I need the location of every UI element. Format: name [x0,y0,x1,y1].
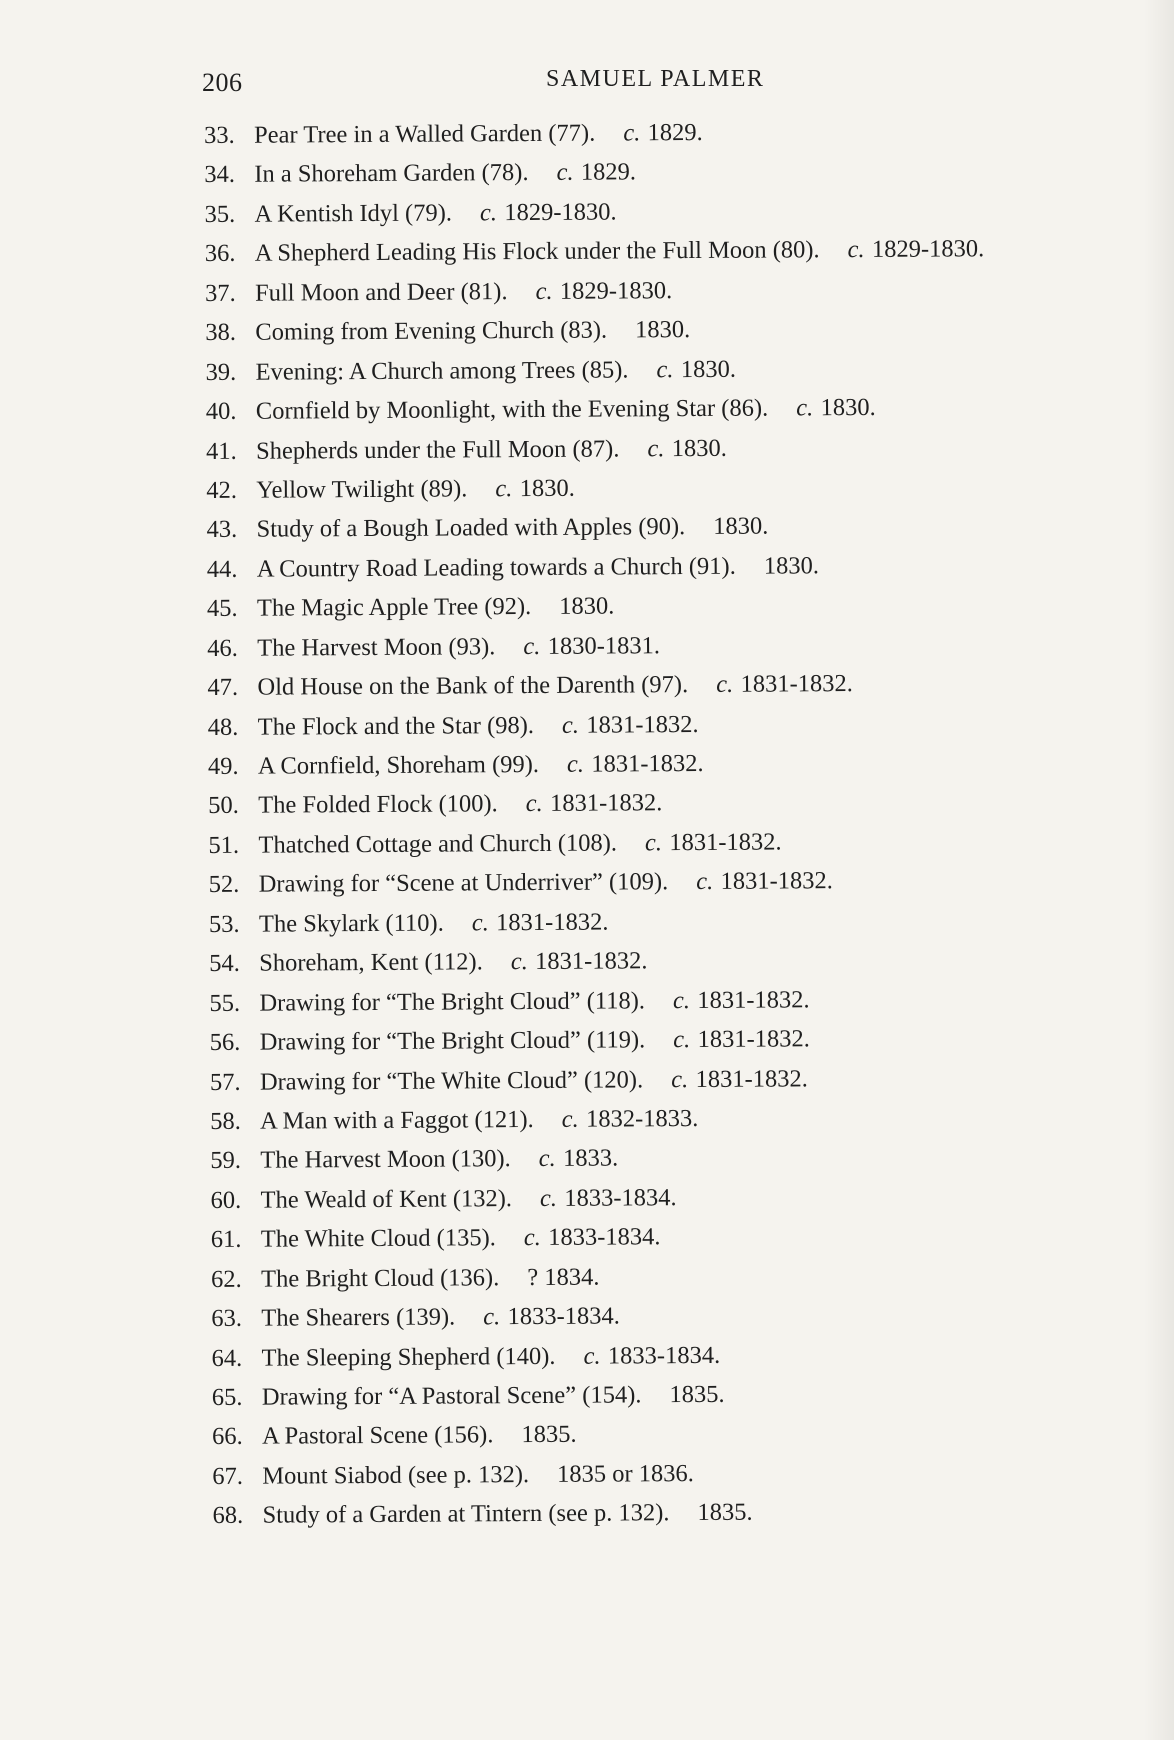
entry-number: 49. [207,752,239,780]
entry-circa: c. [471,909,489,937]
entry-number: 46. [207,634,238,662]
catalogue-entry [207,663,1107,708]
entry-circa: c. [716,670,734,699]
entry-year: 1831-1832. [591,749,704,778]
entry-number: 62. [211,1265,242,1293]
catalogue-entry [206,387,1106,432]
catalogue-entry [211,1333,1111,1378]
entry-title: The Weald of Kent (132). [260,1184,513,1214]
entry-year: 1830. [820,393,876,422]
entry-title: The Magic Apple Tree (92). [256,593,532,622]
entry-date [556,153,636,193]
entry-year: 1835. [697,1498,753,1527]
entry-circa: c. [510,948,528,976]
catalogue-entry [206,465,1106,510]
entry-date [495,469,575,509]
catalogue-entry [209,978,1109,1023]
entry-year: 1830-1831. [547,631,661,660]
entry-year: 1831-1832. [720,867,833,896]
catalogue-entry [212,1372,1112,1417]
entry-number: 55. [209,989,241,1017]
catalogue-entry [208,820,1108,865]
entry-number: 59. [210,1147,242,1175]
catalogue-entry [210,1136,1110,1181]
entry-date [671,1059,808,1099]
catalogue-entry [211,1215,1111,1260]
entry-title: Shepherds under the Full Moon (87). [255,434,620,465]
catalogue-entry [210,1096,1110,1141]
catalogue-entry [208,781,1108,826]
entry-title: The Shearers (139). [261,1303,456,1332]
entry-circa: c. [556,159,574,187]
entry-circa: c. [523,632,541,660]
entry-circa: c. [479,199,498,227]
entry-year: 1829. [580,158,637,187]
catalogue-entry [209,899,1109,944]
page-edge-shadow [1144,0,1174,1740]
entry-date [848,230,985,270]
entry-date [540,1178,677,1218]
entry-date [635,310,690,350]
entry-date [697,1493,752,1533]
entry-title: Shoreham, Kent (112). [259,948,483,977]
entry-circa: c. [696,868,714,896]
entry-year: 1835 or 1836. [556,1459,694,1488]
entry-year: 1833-1834. [564,1183,677,1212]
entry-circa: c. [561,711,580,739]
catalogue-entry [209,860,1109,905]
entry-year: 1831-1832. [669,828,782,857]
entry-circa: c. [647,434,665,462]
entry-number: 63. [211,1304,243,1333]
entry-year: 1830. [671,434,727,462]
entry-circa: c. [538,1145,556,1173]
entry-date [645,822,782,862]
entry-date [524,1217,661,1257]
entry-circa: c. [535,277,553,305]
entry-year: 1830. [680,355,737,383]
entry-date [567,744,704,784]
entry-circa: c. [495,475,513,503]
entry-title: Cornfield by Moonlight, with the Evening Star (86). [255,394,769,425]
entry-date [696,861,833,901]
entry-date [713,507,768,547]
entry-date [583,1335,720,1375]
entry-number: 48. [207,713,239,741]
entry-year: 1831-1832. [496,908,609,936]
entry-number: 60. [210,1186,242,1214]
entry-year: 1832-1833. [585,1104,699,1133]
entry-circa: c. [583,1342,601,1370]
entry-circa: c. [525,790,543,818]
entry-date [535,271,672,311]
entry-number: 57. [209,1068,241,1096]
entry-title: Coming from Evening Church (83). [255,316,608,346]
entry-number: 66. [211,1423,243,1451]
entry-title: A Country Road Leading towards a Church (91). [256,552,736,583]
entry-year: 1830. [519,474,575,503]
entry-number: 65. [211,1383,243,1411]
entry-title: The Sleeping Shepherd (140). [261,1342,556,1372]
entry-title: Study of a Garden at Tintern (see p. 132). [262,1499,670,1529]
catalogue-entry [205,308,1105,353]
entry-number: 56. [209,1028,241,1057]
entry-circa: c. [566,750,585,778]
entry-year: 1833-1834. [507,1302,620,1331]
entry-number: 64. [211,1344,243,1372]
entry-year: 1831-1832. [586,710,699,739]
catalogue-entry [207,623,1107,668]
entry-date [647,428,727,468]
entry-year: 1831-1832. [697,985,810,1014]
entry-number: 47. [207,673,239,702]
entry-year: 1833. [563,1144,619,1173]
entry-date [673,980,810,1020]
entry-number: 42. [206,476,237,504]
entry-title: Drawing for “A Pastoral Scene” (154). [261,1381,642,1411]
entry-number: 41. [205,437,237,465]
entry-title: A Man with a Faggot (121). [260,1105,534,1135]
entry-number: 61. [210,1226,242,1254]
entry-date [562,1099,699,1139]
entry-title: The Harvest Moon (93). [257,632,496,662]
entry-date [483,1297,620,1337]
entry-year: 1831-1832. [550,789,663,818]
entry-date [673,1019,810,1059]
entry-year: 1831-1832. [695,1064,808,1093]
catalogue-entry [205,347,1105,392]
entry-title: Full Moon and Deer (81). [254,277,508,307]
entry-title: Drawing for “The White Cloud” (120). [259,1065,644,1096]
entry-number: 33. [204,121,235,149]
entry-title: A Shepherd Leading His Flock under the Full Moon (80). [254,236,820,268]
catalogue-entry [210,1057,1110,1102]
entry-title: Study of a Bough Loaded with Apples (90). [256,513,686,544]
catalogue-entry [211,1294,1111,1339]
catalogue-list [204,111,1113,1536]
entry-number: 67. [212,1462,244,1490]
entry-circa: c. [483,1303,501,1331]
catalogue-entry [205,268,1105,313]
entry-number: 53. [208,910,240,938]
entry-title: Mount Siabod (see p. 132). [262,1460,530,1490]
entry-number: 35. [204,200,236,228]
catalogue-entry [204,189,1104,234]
catalogue-entry [204,150,1104,195]
entry-year: 1830. [635,316,691,344]
entry-date [526,784,663,824]
entry-circa: c. [796,394,814,422]
entry-year: 1835. [521,1421,577,1449]
entry-year: 1835. [669,1380,725,1409]
catalogue-entry [207,544,1107,589]
entry-title: Evening: A Church among Trees (85). [255,356,629,386]
entry-year: 1829-1830. [871,235,985,264]
entry-number: 39. [205,358,237,386]
entry-date [716,664,853,704]
entry-date [669,1375,724,1415]
entry-circa: c. [847,236,865,264]
entry-circa: c. [523,1224,541,1252]
entry-title: Pear Tree in a Walled Garden (77). [254,119,596,149]
catalogue-entry [206,505,1106,550]
entry-number: 44. [206,555,238,583]
entry-date [796,388,876,428]
entry-title: Yellow Twilight (89). [256,475,468,504]
catalogue-entry [212,1412,1112,1457]
entry-circa: c. [539,1184,558,1212]
entry-number: 38. [205,318,237,347]
catalogue-entry [208,741,1108,786]
entry-date [472,902,609,942]
entry-number: 36. [204,240,236,268]
entry-year: 1830. [713,512,769,541]
entry-circa: c. [561,1105,579,1133]
entry-number: 58. [210,1107,241,1135]
entry-number: 68. [212,1502,244,1530]
entry-date [523,626,660,666]
catalogue-entry [205,229,1105,274]
entry-date [539,1139,619,1179]
catalogue-entry [212,1451,1112,1496]
running-head: SAMUEL PALMER [546,66,765,92]
page-number: 206 [202,68,243,97]
catalogue-entry [207,584,1107,629]
entry-year: 1829-1830. [504,198,617,227]
entry-number: 43. [206,516,238,544]
entry-year: ? 1834. [527,1263,600,1291]
entry-number: 40. [205,397,237,426]
catalogue-entry [211,1254,1111,1299]
entry-circa: c. [656,355,674,383]
entry-title: A Pastoral Scene (156). [261,1421,494,1451]
entry-year: 1831-1832. [535,947,648,976]
catalogue-entry [210,1018,1110,1063]
entry-title: A Cornfield, Shoreham (99). [257,750,540,780]
entry-year: 1833-1834. [607,1341,721,1370]
entry-circa: c. [644,829,663,857]
entry-date [623,113,703,153]
entry-date [511,941,648,981]
entry-date [559,587,614,627]
entry-year: 1830. [559,592,615,621]
entry-number: 50. [208,792,239,820]
entry-circa: c. [671,1065,689,1093]
entry-title: Thatched Cottage and Church (108). [258,829,618,859]
entry-title: Drawing for “The Bright Cloud” (119). [259,1026,646,1056]
entry-year: 1833-1834. [548,1223,661,1252]
entry-title: Old House on the Bank of the Darenth (97). [257,671,689,701]
entry-circa: c. [673,1026,691,1054]
entry-year: 1830. [763,552,819,580]
entry-circa: c. [623,119,641,147]
catalogue-entry [209,939,1109,984]
entry-number: 54. [209,949,240,978]
catalogue-entry [212,1491,1112,1536]
entry-year: 1829. [647,118,703,147]
entry-title: In a Shoreham Garden (78). [254,159,529,189]
entry-title: Drawing for “The Bright Cloud” (118). [259,986,646,1017]
entry-title: The Folded Flock (100). [258,790,498,820]
entry-title: The Skylark (110). [258,909,444,938]
entry-title: A Kentish Idyl (79). [254,199,453,228]
entry-year: 1829-1830. [559,276,673,305]
entry-title: The Bright Cloud (136). [261,1263,500,1293]
entry-date [527,1257,599,1297]
entry-date [656,349,736,389]
entry-date [562,705,699,745]
entry-year: 1831-1832. [740,670,853,698]
catalogue-entry [206,426,1106,471]
entry-date [557,1454,694,1494]
entry-date [480,192,617,232]
entry-title: The Flock and the Star (98). [257,711,535,741]
entry-number: 45. [206,595,238,623]
entry-number: 51. [208,831,240,859]
catalogue-entry [204,111,1104,156]
entry-date [521,1415,576,1455]
entry-year: 1831-1832. [697,1025,810,1054]
entry-circa: c. [672,986,691,1014]
catalogue-entry [208,702,1108,747]
entry-title: The White Cloud (135). [260,1224,496,1253]
entry-date [764,546,819,586]
entry-number: 34. [204,161,236,189]
entry-number: 52. [208,871,240,899]
entry-title: Drawing for “Scene at Underriver” (109). [258,868,669,898]
entry-number: 37. [205,279,236,307]
catalogue-entry [211,1175,1111,1220]
entry-title: The Harvest Moon (130). [260,1145,511,1175]
